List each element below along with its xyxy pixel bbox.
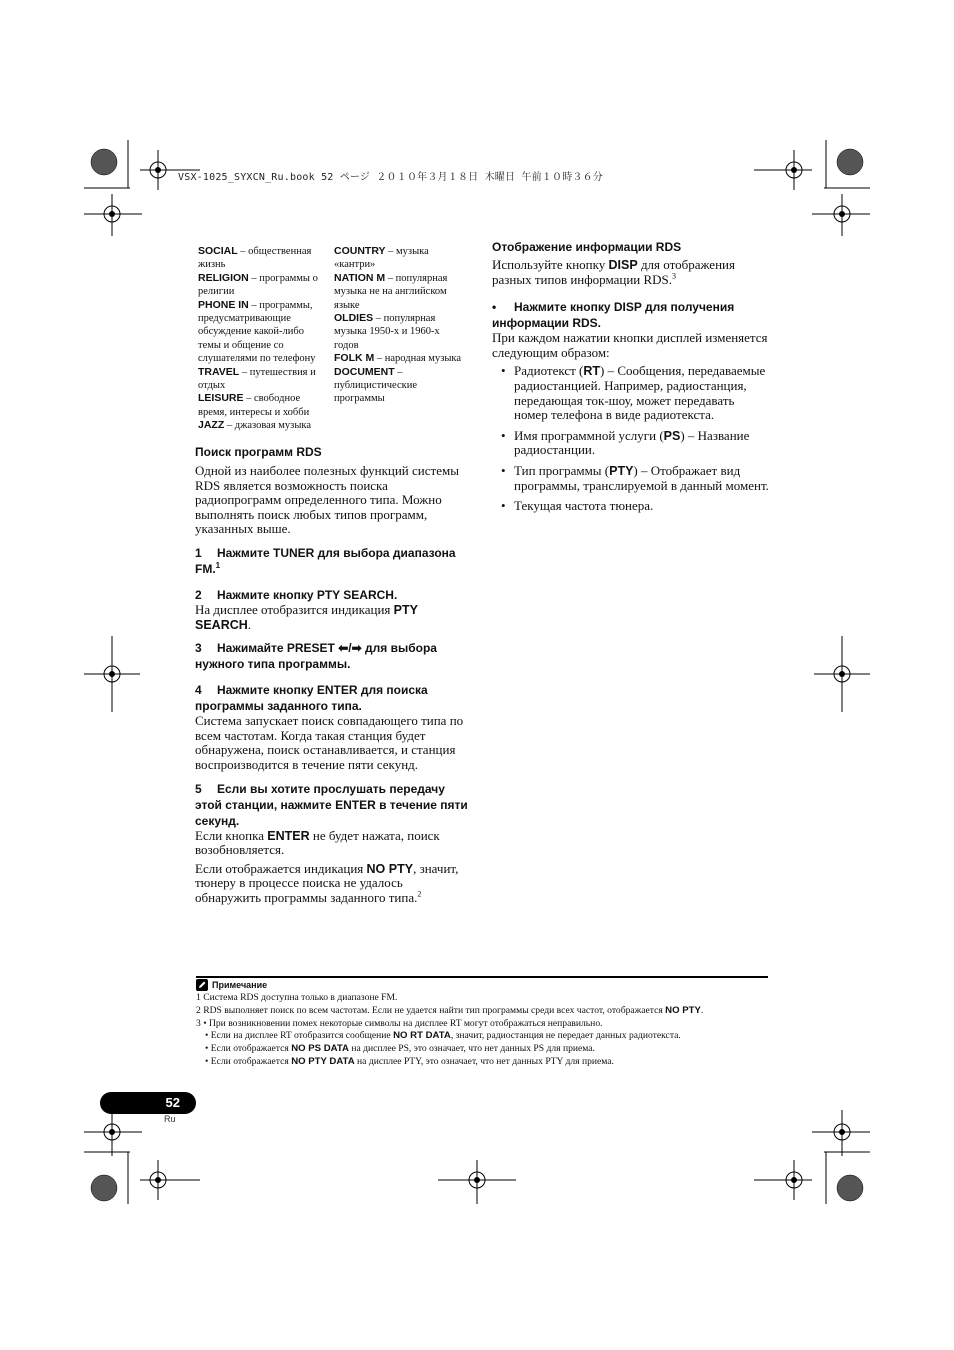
genre-item: TRAVEL – путешествия и отдых [198,365,316,392]
genre-item: PHONE IN – программы, предусматривающие обсуждение какой-либо темы и общение со слушателями по телефону [198,298,316,365]
genre-item: COUNTRY – музыка «кантри» [334,245,429,271]
genre-item: SOCIAL – общественная жизнь [198,245,312,271]
step-1: 1 Нажмите TUNER для выбора диапазона FM.$^1$ [195,545,456,576]
paragraph: Если кнопка ENTER не будет нажата, поиск возобновляется. [195,827,440,858]
step-4: 4 Нажмите кнопку ENTER для поиска программы заданного типа. [195,683,428,714]
step-5: 5 Если вы хотите прослушать передачу этой станции, нажмите ENTER в течение пяти секунд. [195,781,468,828]
footnote: • Если отображается NO PS DATA на дисплее PS, это означает, что нет данных PS для приема. [205,1043,595,1055]
genre-item: FOLK M – народная музыка [334,352,462,365]
rds-search-section [195,445,471,906]
genre-list-left [198,245,328,433]
genre-item: OLDIES – популярная музыка 1950-х и 1960-х годов [334,312,440,351]
paragraph: Система запускает поиск совпадающего типа по всем частотам. Когда такая станция будет обнаружена, поиск останавливается, и станция воспроизводится в течение пяти секунд. [195,713,464,772]
footnote: 2 RDS выполняет поиск по всем частотам. Если не удается найти тип программы среди всех частот, отображается NO PTY. [196,1004,704,1016]
list-item: • Радиотекст (RT) – Сообщения, передаваемые радиостанцией. Например, радиостанция, передающая ток-шоу, может передавать номер телефона в виде радиотекста. [492,364,770,422]
note-header [196,979,267,991]
genre-item: NATION M – популярная музыка не на английском языке [334,271,448,311]
footnote: • Если на дисплее RT отобразится сообщение NO RT DATA, значит, радиостанция не передает данных радиотекста. [205,1030,681,1042]
paragraph: На дисплее отобразится индикация PTY SEARCH. [195,601,418,632]
paragraph: Если отображается индикация NO PTY, значит, тюнеру в процессе поиска не удалось обнаружить программы заданного типа.$^2$ [195,860,459,905]
list-item: • Имя программной услуги (PS) – Название радиостанции. [492,429,770,458]
step-bullet: • Нажмите кнопку DISP для получения информации RDS. [492,300,735,331]
page-number: 52 [100,1092,196,1114]
note-title: Примечание [212,980,268,990]
footnote: 1 Система RDS доступна только в диапазоне FM. [196,992,398,1003]
list-item: • Тип программы (PTY) – Отображает вид программы, транслируемой в данный момент. [492,464,770,493]
step-3: 3 Нажимайте PRESET ⬅/➡ для выбора нужного типа программы. [195,641,437,672]
genre-item: DOCUMENT – публицистические программы [334,365,418,405]
pencil-icon [196,979,208,991]
section-heading: Отображение информации RDS [492,240,682,254]
genre-list-right [334,245,464,406]
genre-item: JAZZ – джазовая музыка [198,419,311,432]
note-divider [196,976,768,978]
language-code: Ru [164,1114,176,1124]
genre-item: LEISURE – свободное время, интересы и хобби [198,392,310,418]
section-heading: Поиск программ RDS [195,445,322,459]
genre-item: RELIGION – программы о религии [198,271,318,298]
list-item: • Текущая частота тюнера. [492,499,770,514]
paragraph: Используйте кнопку DISP для отображения разных типов информации RDS.$^3$ [492,257,735,287]
step-2: 2 Нажмите кнопку PTY SEARCH. [195,587,398,602]
rds-display-section [492,240,770,520]
file-info-header: VSX-1025_SYXCN_Ru.book 52 ページ ２０１０年３月１８日 木曜日 午前１０時３６分 [178,172,603,183]
footnotes [196,992,770,1069]
paragraph: При каждом нажатии кнопки дисплей изменяется следующим образом: [492,330,768,360]
footnote: 3 • При возникновении помех некоторые символы на дисплее RT могут отображаться неправильно. [196,1017,603,1029]
paragraph: Одной из наиболее полезных функций системы RDS является возможность поиска радиопрограмм определенного типа. Можно выполнять поиск любых типов программ, указанных выше. [195,463,459,537]
display-mode-list [492,364,770,513]
footnote: • Если отображается NO PTY DATA на дисплее PTY, это означает, что нет данных PTY для приема. [205,1055,614,1067]
